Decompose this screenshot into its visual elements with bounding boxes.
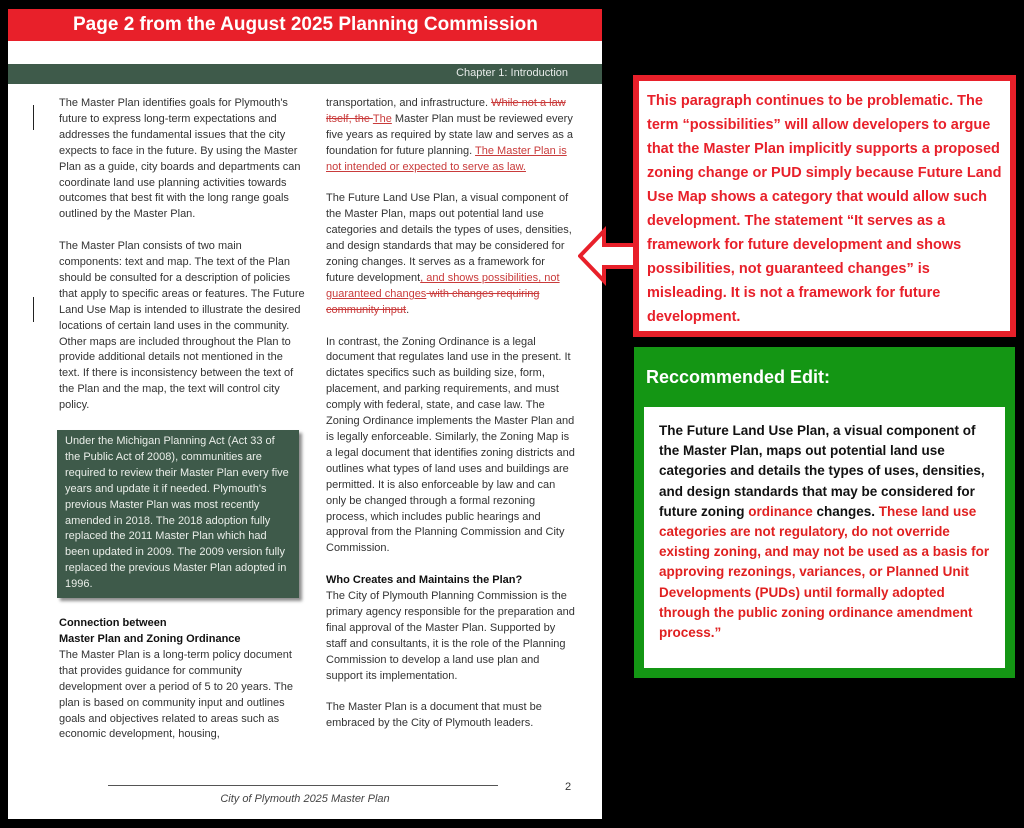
recommended-edit-text [644,407,1005,668]
page-banner: Page 2 from the August 2025 Planning Commission [8,9,602,41]
text-run: The Future Land Use Plan, a visual component of the Master Plan, maps out potential land use categories and details the types of uses, densities, and design standards that may be considered for future zoning [659,423,985,519]
paragraph-long-term-policy: The Master Plan is a long-term policy document that provides guidance for community development over a period of 5 to 20 years. The plan is based on community input and outlines goals and objectives related to areas such as economic development, housing, [59,648,293,741]
comment-text: This paragraph continues to be problematic. The term “possibilities” will allow developers to argue that the Master Plan implicitly supports a proposed zoning change or PUD simply because Future Land Use Map shows a category that would allow such development. The statement “It serves as a framework for future development and shows possibilities, not guaranteed changes” is misleading. It is not a framework for future development. [647,93,1002,325]
planning-act-callout: Under the Michigan Planning Act (Act 33 of the Public Act of 2008), communities are required to review their Master Plan every five years and update it if needed. Plymouth's previous Master Plan was most recently amended in 2018. The 2018 adoption fully replaced the 2011 Master Plan which had been updated in 2009. The 2009 version fully replaced the previous Master Plan adopted in 1996. [57,430,299,598]
chapter-title: Chapter 1: Introduction [456,67,568,79]
added-text: These land use categories are not regulatory, do not override existing zoning, and may not be used as a basis for approving rezonings, variances, or Planned Unit Developments (PUDs) until formally adopted through the public zoning ordinance amendment process.” [659,503,990,641]
footer-title: City of Plymouth 2025 Master Plan [220,793,390,805]
text-run: . [406,303,410,316]
deleted-text: with changes requiring community input [326,287,540,316]
document-page [8,9,602,819]
section-heading-who-creates: Who Creates and Maintains the Plan? [326,574,523,587]
inserted-text: The [372,112,392,125]
paragraph-zoning-ordinance: In contrast, the Zoning Ordinance is a legal document that regulates land use in the present. It dictates specifics such as building size, form, placement, and parking requirements, and must comply with federal, state, and case law. The Zoning Ordinance implements the Master Plan and is legally enforceable. Similarly, the Zoning Map is a legal document that identifies zoning districts and outlines what types of land uses and buildings are permitted. It is also enforceable by law and can only be changed through a formal rezoning process, which includes public hearings and approval from the Planning Commission and City Commission. [326,335,575,555]
change-bar [33,105,34,130]
inserted-text: The Master Plan is not intended or expected to serve as law. [326,144,567,173]
paragraph-goals: The Master Plan identifies goals for Plymouth's future to express long-term expectations and addresses the fundamental issues that the city expects to face in the future. By using the Master Plan as a guide, city boards and departments can coordinate land use planning activities towards outcomes that best fit with the long range goals outlined by the Master Plan. [59,97,301,221]
text-run: Master Plan must be reviewed every five years as required by state law and serves as a foundation for future planning. [326,112,574,157]
footer-rule [108,785,498,786]
text-run: changes. [812,503,879,519]
section-heading-connection [59,616,306,648]
recommended-edit-title: Reccommended Edit: [646,367,831,387]
deleted-text: While not a law itself, the [326,97,566,125]
paragraph-components: The Master Plan consists of two main components: text and map. The text of the Plan should be consulted for a description of policies that apply to specific areas or features. The Future Land Use Map is intended to illustrate the desired locations of certain land uses in the community. Other maps are included throughout the Plan to provide additional details not mentioned in the text. If there is inconsistency between the text of the Plan and the map, the text will control city policy. [59,240,305,412]
chapter-header-bar [8,64,602,84]
page-number: 2 [565,781,572,793]
right-column [326,96,575,748]
heading-line-2: Master Plan and Zoning Ordinance [59,632,241,645]
comment-box [633,75,1016,337]
paragraph-review [326,96,575,176]
recommended-edit-box [634,347,1015,678]
inserted-text: , and shows possibilities, not guaranteed changes [326,271,560,300]
text-run: transportation, and infrastructure. [326,97,492,109]
left-column [59,96,306,759]
paragraph-planning-commission: The City of Plymouth Planning Commission is the primary agency responsible for the preparation and final approval of the Master Plan. Supported by staff and consultants, it is the role of the Planning Commission to develop a land use plan and support its implementation. [326,590,575,682]
paragraph-future-land-use [326,191,575,318]
text-run: The Future Land Use Plan, a visual component of the Master Plan, maps out potential land use categories and details the types of uses, densities, and design standards that may be considered for zoning changes. It serves as a framework for future development [326,192,572,284]
paragraph-embraced: The Master Plan is a document that must be embraced by the City of Plymouth leaders. [326,701,542,730]
left-arrow-icon [578,225,640,287]
heading-line-1: Connection between [59,617,167,630]
added-text: ordinance [748,503,813,519]
change-bar [33,297,34,322]
